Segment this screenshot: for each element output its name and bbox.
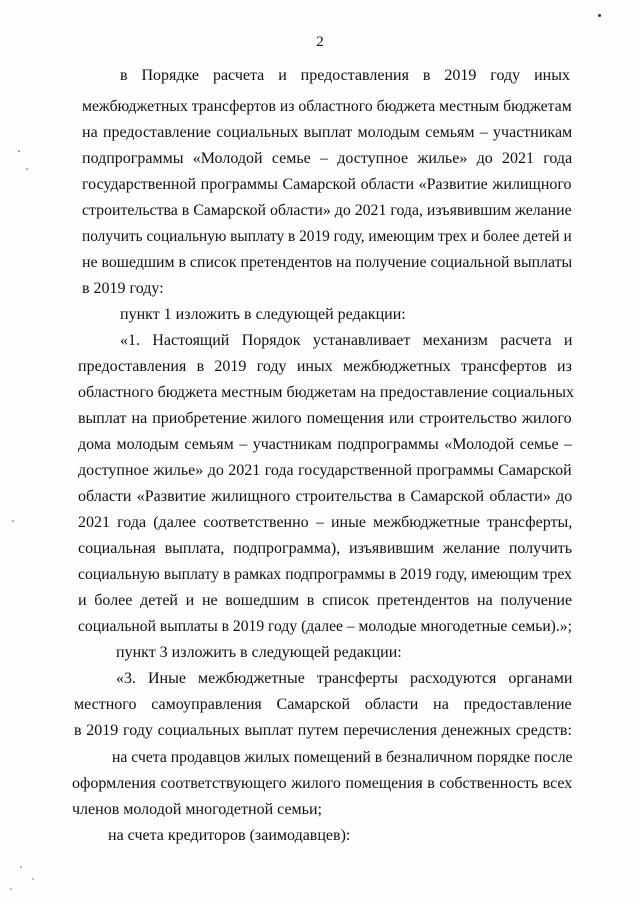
word: в bbox=[422, 67, 431, 84]
text-line: «3. Иные межбюджетные трансферты расходуются органами bbox=[116, 670, 573, 687]
scan-speck bbox=[598, 14, 601, 17]
word: Порядке bbox=[141, 67, 200, 84]
scan-speck bbox=[12, 520, 14, 522]
text-line: не вошедшим в список претендентов на получение социальной выплаты bbox=[82, 254, 573, 271]
word: 2019 bbox=[444, 67, 477, 84]
scan-speck bbox=[32, 878, 34, 880]
item3-intro: пункт 3 изложить в следующей редакции: bbox=[116, 644, 402, 661]
scan-speck bbox=[26, 168, 28, 170]
word: году bbox=[490, 67, 521, 84]
text-line: в 2019 году: bbox=[82, 280, 164, 297]
text-line: межбюджетных трансфертов из областного бюджета местным бюджетам bbox=[82, 98, 572, 115]
text-line: области «Развитие жилищного строительства в Самарской области» до bbox=[78, 488, 573, 505]
text-line: социальную выплату в рамках подпрограммы в 2019 году, имеющим трех bbox=[78, 566, 573, 583]
word: предоставления bbox=[300, 67, 409, 84]
text-line: социальная выплата, подпрограмма), изъявившим желание получить bbox=[78, 540, 573, 557]
scan-speck bbox=[20, 866, 22, 868]
text-line: подпрограммы «Молодой семье – доступное жилье» до 2021 года bbox=[82, 150, 573, 167]
scan-speck bbox=[10, 888, 12, 890]
text-line: «1. Настоящий Порядок устанавливает механизм расчета и bbox=[120, 332, 573, 349]
word: расчета bbox=[212, 67, 265, 84]
word: иных bbox=[534, 67, 570, 84]
text-line bbox=[120, 66, 570, 86]
text-line: выплат на приобретение жилого помещения или строительство жилого bbox=[78, 410, 572, 427]
page-number: 2 bbox=[316, 34, 324, 50]
word: в bbox=[120, 67, 128, 84]
text-line: строительства в Самарской области» до 2021 года, изъявившим желание bbox=[82, 202, 572, 219]
text-line: местного самоуправления Самарской области на предоставление bbox=[74, 696, 572, 713]
text-line: получить социальную выплату в 2019 году, имеющим трех и более детей и bbox=[82, 228, 572, 245]
text-line: оформления соответствующего жилого помещения в собственность всех bbox=[72, 775, 573, 792]
text-line: областного бюджета местным бюджетам на предоставление социальных bbox=[78, 384, 575, 401]
text-line: предоставления в 2019 году иных межбюджетных трансфертов из bbox=[78, 358, 572, 375]
text-line: членов молодой многодетной семьи; bbox=[72, 801, 322, 818]
text-line: государственной программы Самарской области «Развитие жилищного bbox=[82, 176, 572, 193]
text-line: и более детей и не вошедшим в список претендентов на получение bbox=[78, 592, 573, 609]
text-line: дома молодым семьям – участникам подпрограммы «Молодой семье – bbox=[78, 436, 573, 453]
text-line: доступное жилье» до 2021 года государственной программы Самарской bbox=[78, 462, 572, 479]
text-line: на счета продавцов жилых помещений в безналичном порядке после bbox=[112, 749, 573, 766]
text-line: 2021 года (далее соответственно – иные межбюджетные трансферты, bbox=[78, 514, 573, 531]
word: и bbox=[278, 67, 287, 84]
creditors-line: на счета кредиторов (заимодавцев): bbox=[108, 827, 351, 844]
item1-intro: пункт 1 изложить в следующей редакции: bbox=[120, 306, 406, 323]
text-line: социальной выплаты в 2019 году (далее – молодые многодетные семьи).»; bbox=[78, 618, 572, 635]
scan-speck bbox=[18, 150, 20, 152]
text-line: в 2019 году социальных выплат путем перечисления денежных средств: bbox=[74, 722, 572, 739]
text-line: на предоставление социальных выплат молодым семьям – участникам bbox=[82, 124, 573, 141]
